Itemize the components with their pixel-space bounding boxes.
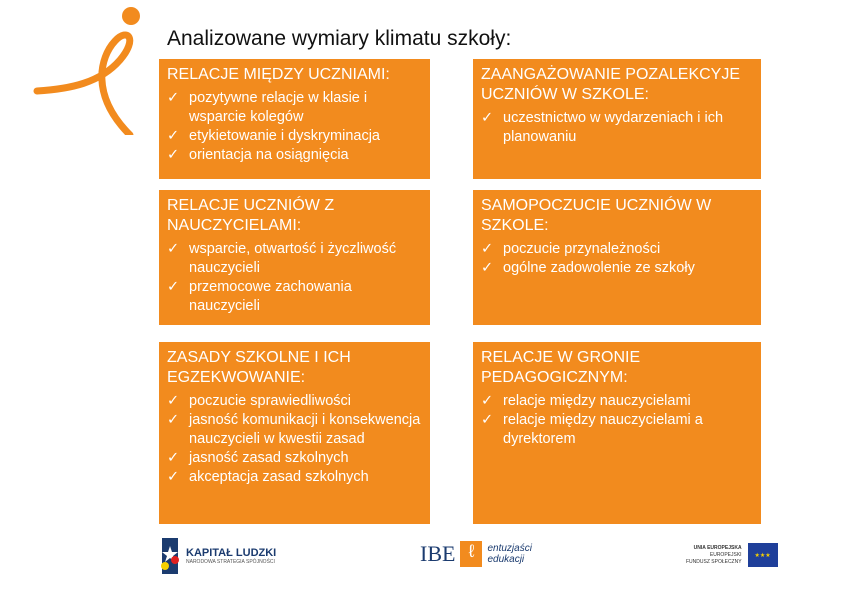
check-icon: ✓: [167, 393, 180, 409]
page-title: Analizowane wymiary klimatu szkoły:: [167, 27, 512, 50]
footer-logos: [0, 535, 842, 585]
list-item: [167, 89, 422, 127]
box-heading: ZASADY SZKOLNE I ICH EGZEKWOWANIE:: [167, 349, 351, 386]
box-heading: RELACJE UCZNIÓW Z NAUCZYCIELAMI:: [167, 197, 335, 234]
ibe-text: IBE: [420, 541, 456, 566]
check-icon: ✓: [167, 450, 180, 466]
item-text: poczucie przynależności: [503, 241, 661, 257]
list-item: [167, 468, 422, 487]
list-item: [481, 259, 753, 278]
item-text: relacje między nauczycielami: [503, 393, 691, 409]
list-item: [167, 146, 422, 165]
box-heading: RELACJE MIĘDZY UCZNIAMI:: [167, 66, 390, 83]
ibe-logo: [420, 541, 532, 567]
item-text: wsparcie, otwartość i życzliwość nauczycieli: [189, 241, 397, 276]
list-item: [481, 411, 753, 449]
check-icon: ✓: [481, 260, 494, 276]
ue-line2: EUROPEJSKI: [709, 551, 742, 558]
box-heading: RELACJE W GRONIE PEDAGOGICZNYM:: [481, 349, 641, 386]
dimension-box: [473, 59, 761, 179]
list-item: [481, 240, 753, 259]
eu-logo: [686, 543, 778, 567]
box-heading: SAMOPOCZUCIE UCZNIÓW W SZKOLE:: [481, 197, 712, 234]
check-icon: ✓: [167, 128, 180, 144]
item-text: jasność zasad szkolnych: [189, 450, 349, 466]
kl-title: KAPITAŁ LUDZKI: [186, 547, 277, 559]
check-icon: ✓: [167, 241, 180, 257]
dimension-box: [159, 342, 430, 524]
item-text: poczucie sprawiedliwości: [189, 393, 351, 409]
kl-subtitle: NARODOWA STRATEGIA SPÓJNOŚCI: [186, 559, 275, 565]
check-icon: ✓: [481, 393, 494, 409]
item-text: etykietowanie i dyskryminacja: [189, 128, 380, 144]
dimension-box: [159, 190, 430, 325]
list-item: [167, 127, 422, 146]
check-icon: ✓: [481, 241, 494, 257]
list-item: [167, 278, 422, 316]
check-icon: ✓: [167, 279, 180, 295]
box-heading: ZAANGAŻOWANIE POZALEKCYJE UCZNIÓW W SZKOLE:: [481, 66, 741, 103]
ue-line3: FUNDUSZ SPOŁECZNY: [686, 558, 742, 565]
dimension-box: [159, 59, 430, 179]
item-text: ogólne zadowolenie ze szkoły: [503, 260, 695, 276]
list-item: [167, 240, 422, 278]
list-item: [481, 109, 753, 147]
check-icon: ✓: [167, 90, 180, 106]
ibe-logo-icon: [30, 5, 150, 135]
item-text: relacje między nauczycielami a dyrektorem: [503, 412, 703, 447]
ue-line1: UNIA EUROPEJSKA: [693, 544, 742, 551]
ibe-sub2: edukacji: [487, 554, 525, 565]
dimension-box: [473, 342, 761, 524]
kapital-ludzki-logo: [160, 538, 276, 574]
item-text: uczestnictwo w wydarzeniach i ich planowaniu: [503, 110, 724, 145]
ibe-mark-icon: ℓ: [460, 541, 482, 567]
list-item: [167, 392, 422, 411]
item-text: przemocowe zachowania nauczycieli: [189, 279, 352, 314]
item-text: akceptacja zasad szkolnych: [189, 469, 369, 485]
kl-star-icon: [160, 538, 180, 574]
check-icon: ✓: [167, 412, 180, 428]
dimension-box: [473, 190, 761, 325]
check-icon: ✓: [167, 469, 180, 485]
ibe-sub1: entuzjaści: [487, 543, 532, 554]
list-item: [167, 449, 422, 468]
item-text: orientacja na osiągnięcia: [189, 147, 349, 163]
check-icon: ✓: [481, 110, 494, 126]
check-icon: ✓: [481, 412, 494, 428]
list-item: [167, 411, 422, 449]
list-item: [481, 392, 753, 411]
item-text: jasność komunikacji i konsekwencja nauczycieli w kwestii zasad: [189, 412, 421, 447]
check-icon: ✓: [167, 147, 180, 163]
eu-flag-icon: ★★★: [748, 543, 778, 567]
item-text: pozytywne relacje w klasie i wsparcie kolegów: [189, 90, 368, 125]
